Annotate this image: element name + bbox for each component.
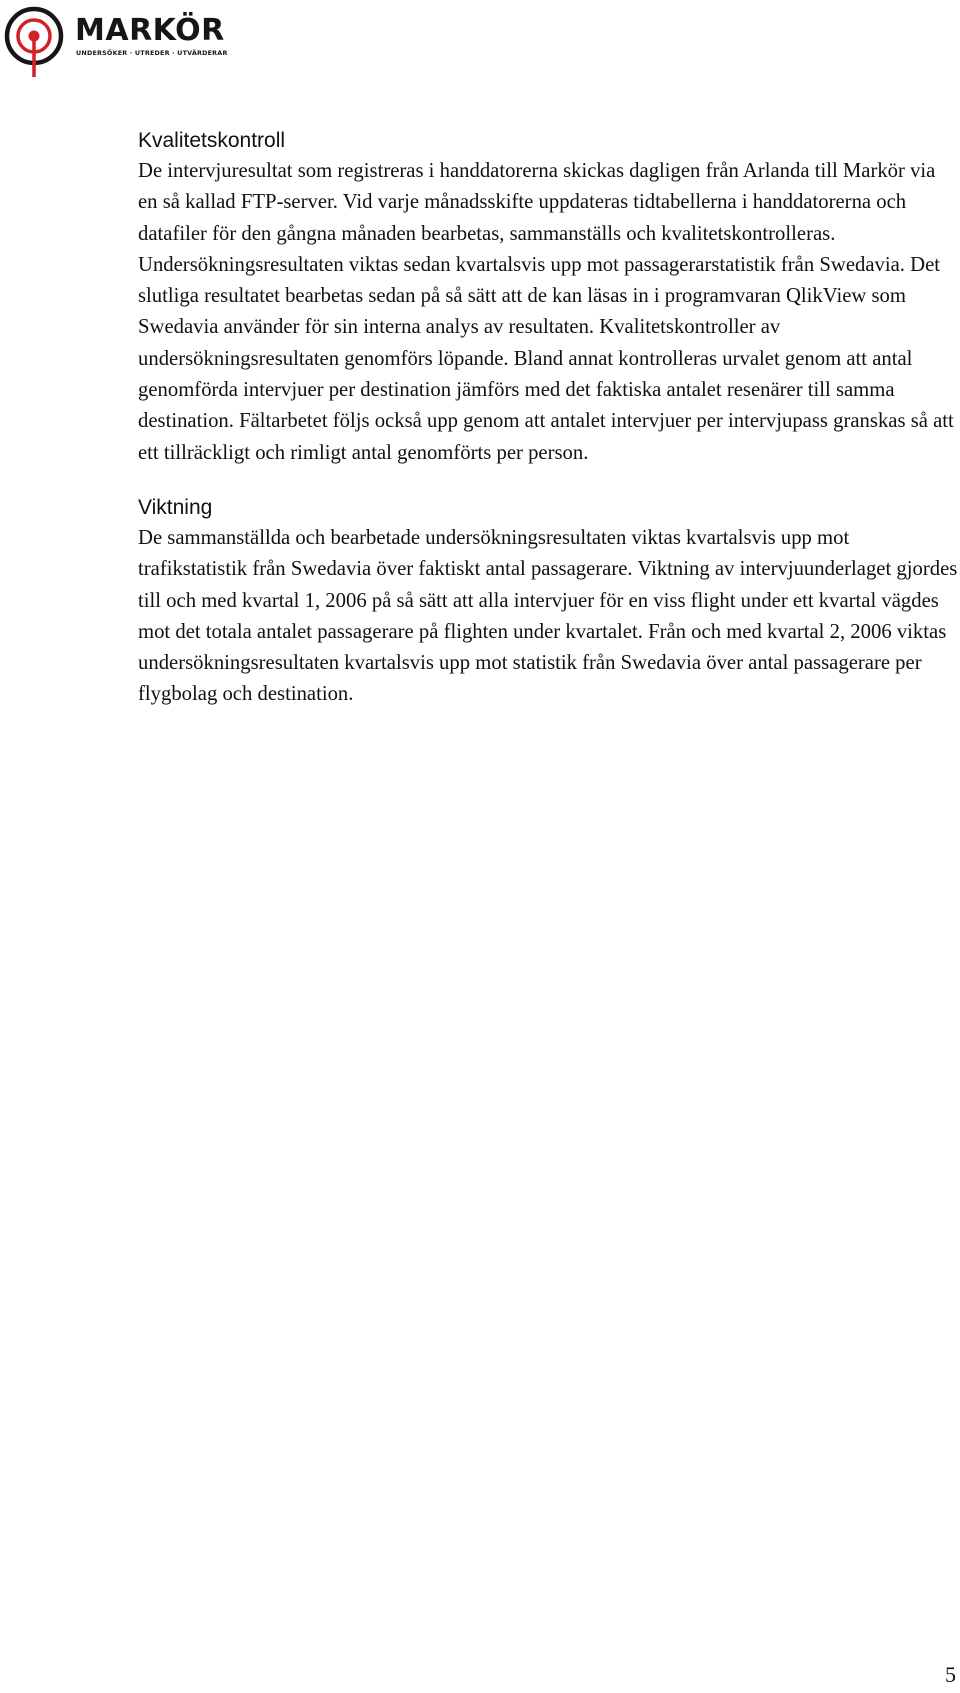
section-heading-viktning: Viktning: [138, 495, 213, 519]
logo-tagline: UNDERSÖKER · UTREDER · UTVÄRDERAR: [76, 49, 228, 57]
target-logo-icon: [4, 4, 70, 78]
markor-logo: [4, 4, 228, 78]
section-text-kvalitetskontroll: De intervjuresultat som registreras i handdatorerna skickas dagligen från Arlanda till Markör via en så kallad FTP-server. Vid varje månadsskifte uppdateras tidtabellerna i handdatorerna och datafiler för den gångna månaden bearbetas, sammanställs och kvalitetskontrolleras. Undersökningsresultaten viktas sedan kvartalsvis upp mot passagerarstatistik från Swedavia. Det slutliga resultatet bearbetas sedan på så sätt att de kan läsas in i programvaran QlikView som Swedavia använder för sin interna analys av resultaten. Kvalitetskontroller av undersökningsresultaten genomförs löpande. Bland annat kontrolleras urvalet genom att antal genomförda intervjuer per destination jämförs med det faktiska antalet resenärer till samma destination. Fältarbetet följs också upp genom att antalet intervjuer per intervjupass granskas så att ett tillräckligt och rimligt antal genomförts per person.: [138, 160, 954, 464]
section-text-viktning: De sammanställda och bearbetade undersökningsresultaten viktas kvartalsvis upp mot trafikstatistik från Swedavia över faktiskt antal passagerare. Viktning av intervjuunderlaget gjordes till och med kvartal 1, 2006 på så sätt att alla intervjuer för en viss flight under ett kvartal vägdes mot det totala antalet passagerare på flighten under kvartalet. Från och med kvartal 2, 2006 viktas undersökningsresultaten kvartalsvis upp mot statistik från Swedavia över antal passagerare per flygbolag och destination.: [138, 526, 958, 706]
page-number: 5: [945, 1662, 956, 1687]
logo-wordmark: MARKÖR: [75, 13, 225, 48]
document-body: [138, 126, 958, 711]
section-heading-kvalitetskontroll: Kvalitetskontroll: [138, 129, 286, 152]
